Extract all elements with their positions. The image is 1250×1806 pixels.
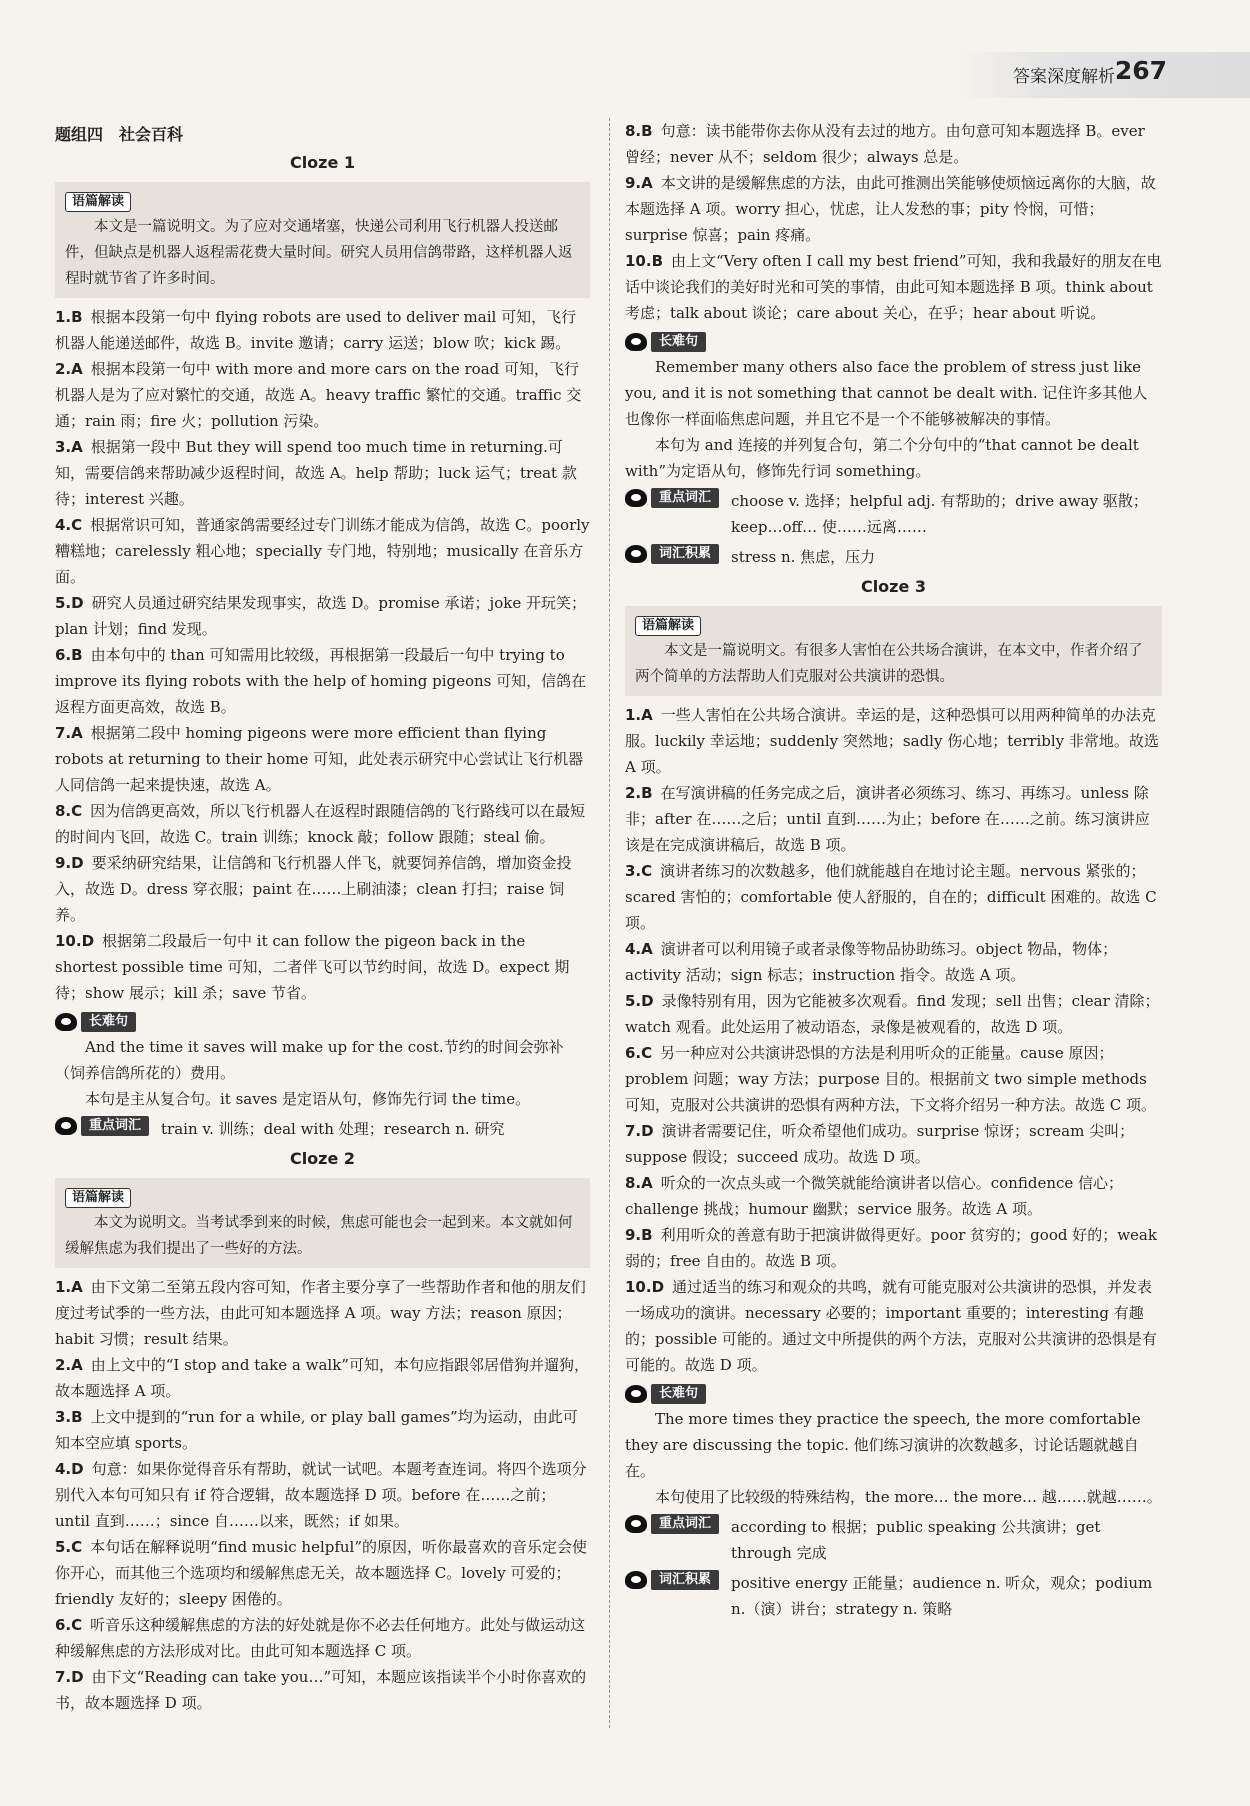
- accum-note: [625, 1570, 1162, 1622]
- summary-tag: 语篇解读: [65, 192, 131, 212]
- cloze1-answers: [55, 304, 590, 1006]
- long-sentence-label: 长难句: [651, 332, 706, 352]
- page-number: 267: [1114, 56, 1167, 85]
- accum-note: [625, 544, 1162, 570]
- vocab-text: choose v. 选择；helpful adj. 有帮助的；drive away 驱散；keep…off… 使……远离……: [731, 492, 1148, 536]
- summary-text: 本文为说明文。当考试季到来的时候，焦虑可能也会一起到来。本文就如何缓解焦虑为我们提出了一些好的方法。: [65, 1215, 573, 1257]
- answer-item: [55, 1352, 590, 1404]
- answer-number: 1.B: [55, 308, 83, 326]
- long-sentence: Remember many others also face the problem of stress just like you, and it is not something that cannot be dealt with. 记住许多其他人也像你一样面临焦虑问题，并且它不是一个不能够被解决的事情。: [625, 358, 1148, 428]
- summary-text: 本文是一篇说明文。为了应对交通堵塞，快递公司利用飞行机器人投送邮件，但缺点是机器人返程需花费大量时间。研究人员用信鸽带路，这样机器人返程时就节省了许多时间。: [65, 219, 573, 287]
- cloze2-summary: [55, 1178, 590, 1268]
- answer-number: 2.B: [625, 784, 653, 802]
- answer-item: [625, 858, 1162, 936]
- answer-item: [625, 1274, 1162, 1378]
- answer-number: 10.B: [625, 252, 664, 270]
- answer-item: [625, 1170, 1162, 1222]
- group-title: 题组四 社会百科: [55, 125, 184, 144]
- answer-number: 4.C: [55, 516, 83, 534]
- answer-item: [625, 702, 1162, 780]
- summary-tag: 语篇解读: [635, 616, 701, 636]
- answer-number: 3.C: [625, 862, 653, 880]
- column-divider: [609, 118, 610, 1728]
- answer-item: [55, 720, 590, 798]
- answer-number: 10.D: [625, 1278, 665, 1296]
- answer-item: [55, 1664, 590, 1716]
- answer-explanation: 本文讲的是缓解焦虑的方法，由此可推测出笑能够使烦恼远离你的大脑，故本题选择 A 项。worry 担心，忧虑，让人发愁的事；pity 怜悯，可惜；surprise 惊喜；pain 疼痛。: [625, 174, 1156, 244]
- vocab-note: [625, 1514, 1162, 1566]
- answer-item: [55, 434, 590, 512]
- answer-number: 9.A: [625, 174, 653, 192]
- answer-item: [55, 1274, 590, 1352]
- answer-item: [55, 642, 590, 720]
- answer-explanation: 演讲者可以利用镜子或者录像等物品协助练习。object 物品，物体；activity 活动；sign 标志；instruction 指令。故选 A 项。: [625, 940, 1118, 984]
- answer-number: 1.A: [55, 1278, 83, 1296]
- answer-explanation: 另一种应对公共演讲恐惧的方法是利用听众的正能量。cause 原因；problem 问题；way 方法；purpose 目的。根据前文 two simple methods 可知，克服对公共演讲的恐惧有两种方法，下文将介绍另一种方法。故选 C 项。: [625, 1044, 1157, 1114]
- note-icon: [625, 489, 647, 507]
- answer-explanation: 句意：如果你觉得音乐有帮助，就试一试吧。本题考查连词。将四个选项分别代入本句可知只有 if 符合逻辑，故本题选择 D 项。before 在……之前；until 直到……；since 自……以来，既然；if 如果。: [55, 1460, 587, 1530]
- note-icon: [55, 1117, 77, 1135]
- answer-explanation: 听众的一次点头或一个微笑就能给演讲者以信心。confidence 信心；challenge 挑战；humour 幽默；service 服务。故选 A 项。: [625, 1174, 1124, 1218]
- header-title: 答案深度解析: [1013, 67, 1115, 87]
- answer-explanation: 在写演讲稿的任务完成之后，演讲者必须练习、练习、再练习。unless 除非；after 在……之后；until 直到……为止；before 在……之前。练习演讲应该是在完成演讲稿后，故选 B 项。: [625, 784, 1150, 854]
- answer-explanation: 要采纳研究结果，让信鸽和飞行机器人伴飞，就要饲养信鸽，增加资金投入，故选 D。dress 穿衣服；paint 在……上刷油漆；clean 打扫；raise 饲养。: [55, 854, 572, 924]
- answer-explanation: 根据常识可知，普通家鸽需要经过专门训练才能成为信鸽，故选 C。poorly 糟糕地；carelessly 粗心地；specially 专门地，特别地；musically 在音乐方面。: [55, 516, 590, 586]
- answer-explanation: 由上文“Very often I call my best friend”可知，我和我最好的朋友在电话中谈论我们的美好时光和可笑的事情，由此可知本题选择 B 项。think about 考虑；talk about 谈论；care about 关心，在乎；hear about 听说。: [625, 252, 1162, 322]
- answer-number: 5.C: [55, 1538, 83, 1556]
- cloze1-summary: [55, 182, 590, 298]
- answer-explanation: 句意：读书能带你去你从没有去过的地方。由句意可知本题选择 B。ever 曾经；never 从不；seldom 很少；always 总是。: [625, 122, 1145, 166]
- right-column: [625, 118, 1162, 1626]
- answer-number: 1.A: [625, 706, 653, 724]
- answer-explanation: 根据本段第一句中 flying robots are used to deliver mail 可知，飞行机器人能递送邮件，故选 B。invite 邀请；carry 运送；blow 吹；kick 踢。: [55, 308, 577, 352]
- long-sentence-label: 长难句: [81, 1012, 136, 1032]
- answer-number: 3.A: [55, 438, 83, 456]
- answer-explanation: 根据第一段中 But they will spend too much time in returning.可知，需要信鸽来帮助减少返程时间，故选 A。help 帮助；luck 运气；treat 款待；interest 兴趣。: [55, 438, 577, 508]
- vocab-label: 重点词汇: [81, 1116, 149, 1136]
- left-column: [55, 118, 590, 1716]
- answer-number: 7.D: [625, 1122, 654, 1140]
- summary-text: 本文是一篇说明文。有很多人害怕在公共场合演讲，在本文中，作者介绍了两个简单的方法帮助人们克服对公共演讲的恐惧。: [635, 643, 1143, 685]
- long-sentence: The more times they practice the speech, the more comfortable they are discussing the topic. 他们练习演讲的次数越多，讨论话题就越自在。: [625, 1410, 1141, 1480]
- answer-item: [625, 988, 1162, 1040]
- answer-explanation: 由上文中的“I stop and take a walk”可知，本句应指跟邻居借狗并遛狗，故本题选择 A 项。: [55, 1356, 589, 1400]
- answer-number: 9.B: [625, 1226, 653, 1244]
- answer-explanation: 演讲者需要记住，听众希望他们成功。surprise 惊讶；scream 尖叫；suppose 假设；succeed 成功。故选 D 项。: [625, 1122, 1135, 1166]
- answer-explanation: 通过适当的练习和观众的共鸣，就有可能克服对公共演讲的恐惧，并发表一场成功的演讲。necessary 必要的；important 重要的；interesting 有趣的；possible 可能的。通过文中所提供的两个方法，克服对公共演讲的恐惧是有可能的。故选 D 项。: [625, 1278, 1157, 1374]
- cloze2-answers-continued: [625, 118, 1162, 326]
- note-icon: [625, 333, 647, 351]
- long-sentence-header: [625, 332, 1162, 352]
- note-icon: [625, 1385, 647, 1403]
- cloze3-answers: [625, 702, 1162, 1378]
- answer-explanation: 一些人害怕在公共场合演讲。幸运的是，这种恐惧可以用两种简单的办法克服。luckily 幸运地；suddenly 突然地；sadly 伤心地；terribly 非常地。故选 A 项。: [625, 706, 1159, 776]
- long-sentence-header: [625, 1384, 1162, 1404]
- answer-item: [55, 1534, 590, 1612]
- answer-number: 3.B: [55, 1408, 83, 1426]
- long-sentence: And the time it saves will make up for the cost.节约的时间会弥补（饲养信鸽所花的）费用。: [55, 1038, 564, 1082]
- answer-item: [625, 170, 1162, 248]
- answer-item: [625, 1040, 1162, 1118]
- answer-number: 6.C: [625, 1044, 653, 1062]
- cloze2-answers: [55, 1274, 590, 1716]
- cloze1-title: Cloze 1: [289, 153, 356, 172]
- accum-label: 词汇积累: [651, 544, 719, 564]
- summary-tag: 语篇解读: [65, 1188, 131, 1208]
- accum-label: 词汇积累: [651, 1570, 719, 1590]
- answer-item: [625, 936, 1162, 988]
- answer-number: 2.A: [55, 360, 83, 378]
- note-icon: [625, 545, 647, 563]
- answer-number: 10.D: [55, 932, 95, 950]
- answer-item: [625, 248, 1162, 326]
- answer-item: [55, 1404, 590, 1456]
- vocab-text: train v. 训练；deal with 处理；research n. 研究: [161, 1120, 505, 1138]
- answer-explanation: 根据第二段最后一句中 it can follow the pigeon back in the shortest possible time 可知，二者伴飞可以节约时间，故选 D。expect 期待；show 展示；kill 杀；save 节省。: [55, 932, 570, 1002]
- cloze3-title: Cloze 3: [860, 577, 927, 596]
- answer-explanation: 由下文“Reading can take you…”可知，本题应该指读半个小时你喜欢的书，故本题选择 D 项。: [55, 1668, 587, 1712]
- cloze2-title: Cloze 2: [289, 1149, 356, 1168]
- answer-number: 7.D: [55, 1668, 84, 1686]
- answer-explanation: 本句话在解释说明“find music helpful”的原因，听你最喜欢的音乐定会使你开心，而其他三个选项均和缓解焦虑无关，故本题选择 C。lovely 可爱的；friendly 友好的；sleepy 困倦的。: [55, 1538, 588, 1608]
- answer-number: 4.A: [625, 940, 653, 958]
- answer-item: [55, 798, 590, 850]
- answer-number: 8.B: [625, 122, 653, 140]
- vocab-text: according to 根据；public speaking 公共演讲；get through 完成: [731, 1518, 1101, 1562]
- answer-number: 4.D: [55, 1460, 84, 1478]
- vocab-label: 重点词汇: [651, 1514, 719, 1534]
- answer-number: 8.C: [55, 802, 83, 820]
- long-sentence-analysis: 本句为 and 连接的并列复合句，第二个分句中的“that cannot be dealt with”为定语从句，修饰先行词 something。: [625, 436, 1139, 480]
- accum-text: positive energy 正能量；audience n. 听众，观众；podium n.（演）讲台；strategy n. 策略: [731, 1574, 1153, 1618]
- answer-explanation: 上文中提到的“run for a while, or play ball games”均为运动，由此可知本空应填 sports。: [55, 1408, 578, 1452]
- answer-explanation: 因为信鸽更高效，所以飞行机器人在返程时跟随信鸽的飞行路线可以在最短的时间内飞回，故选 C。train 训练；knock 敲；follow 跟随；steal 偷。: [55, 802, 586, 846]
- vocab-note: [55, 1116, 590, 1142]
- answer-number: 7.A: [55, 724, 83, 742]
- answer-item: [55, 850, 590, 928]
- vocab-note: [625, 488, 1162, 540]
- answer-item: [55, 1612, 590, 1664]
- answer-explanation: 研究人员通过研究结果发现事实，故选 D。promise 承诺；joke 开玩笑；plan 计划；find 发现。: [55, 594, 586, 638]
- answer-number: 5.D: [55, 594, 84, 612]
- answer-explanation: 根据本段第一句中 with more and more cars on the road 可知，飞行机器人是为了应对繁忙的交通，故选 A。heavy traffic 繁忙的交通。traffic 交通；rain 雨；fire 火；pollution 污染。: [55, 360, 582, 430]
- answer-explanation: 录像特别有用，因为它能被多次观看。find 发现；sell 出售；clear 清除；watch 观看。此处运用了被动语态，录像是被观看的，故选 D 项。: [625, 992, 1160, 1036]
- long-sentence-label: 长难句: [651, 1384, 706, 1404]
- answer-item: [55, 304, 590, 356]
- answer-number: 2.A: [55, 1356, 83, 1374]
- answer-item: [625, 118, 1162, 170]
- answer-explanation: 由本句中的 than 可知需用比较级，再根据第一段最后一句中 trying to improve its flying robots with the help of homing pigeons 可知，信鸽在返程方面更高效，故选 B。: [55, 646, 587, 716]
- answer-item: [55, 1456, 590, 1534]
- answer-item: [625, 780, 1162, 858]
- note-icon: [625, 1515, 647, 1533]
- answer-explanation: 由下文第二至第五段内容可知，作者主要分享了一些帮助作者和他的朋友们度过考试季的一些方法，由此可知本题选择 A 项。way 方法；reason 原因；habit 习惯；result 结果。: [55, 1278, 586, 1348]
- answer-number: 9.D: [55, 854, 84, 872]
- answer-explanation: 听音乐这种缓解焦虑的方法的好处就是你不必去任何地方。此处与做运动这种缓解焦虑的方法形成对比。由此可知本题选择 C 项。: [55, 1616, 586, 1660]
- answer-explanation: 根据第二段中 homing pigeons were more efficient than flying robots at returning to their home 可知，此处表示研究中心尝试让飞行机器人同信鸽一起来提快速，故选 A。: [55, 724, 584, 794]
- vocab-label: 重点词汇: [651, 488, 719, 508]
- answer-item: [625, 1118, 1162, 1170]
- note-icon: [55, 1013, 77, 1031]
- answer-number: 6.C: [55, 1616, 83, 1634]
- answer-explanation: 利用听众的善意有助于把演讲做得更好。poor 贫穷的；good 好的；weak 弱的；free 自由的。故选 B 项。: [625, 1226, 1157, 1270]
- long-sentence-analysis: 本句使用了比较级的特殊结构，the more… the more… 越……就越……。: [655, 1488, 1162, 1506]
- long-sentence-header: [55, 1012, 590, 1032]
- answer-item: [55, 928, 590, 1006]
- long-sentence-analysis: 本句是主从复合句。it saves 是定语从句，修饰先行词 the time。: [85, 1090, 531, 1108]
- answer-explanation: 演讲者练习的次数越多，他们就能越自在地讨论主题。nervous 紧张的；scared 害怕的；comfortable 使人舒服的，自在的；difficult 困难的。故选 C 项。: [625, 862, 1157, 932]
- answer-number: 6.B: [55, 646, 83, 664]
- note-icon: [625, 1571, 647, 1589]
- answer-number: 5.D: [625, 992, 654, 1010]
- answer-item: [55, 590, 590, 642]
- answer-item: [55, 356, 590, 434]
- accum-text: stress n. 焦虑，压力: [731, 548, 876, 566]
- answer-item: [625, 1222, 1162, 1274]
- cloze3-summary: [625, 606, 1162, 696]
- answer-item: [55, 512, 590, 590]
- answer-number: 8.A: [625, 1174, 653, 1192]
